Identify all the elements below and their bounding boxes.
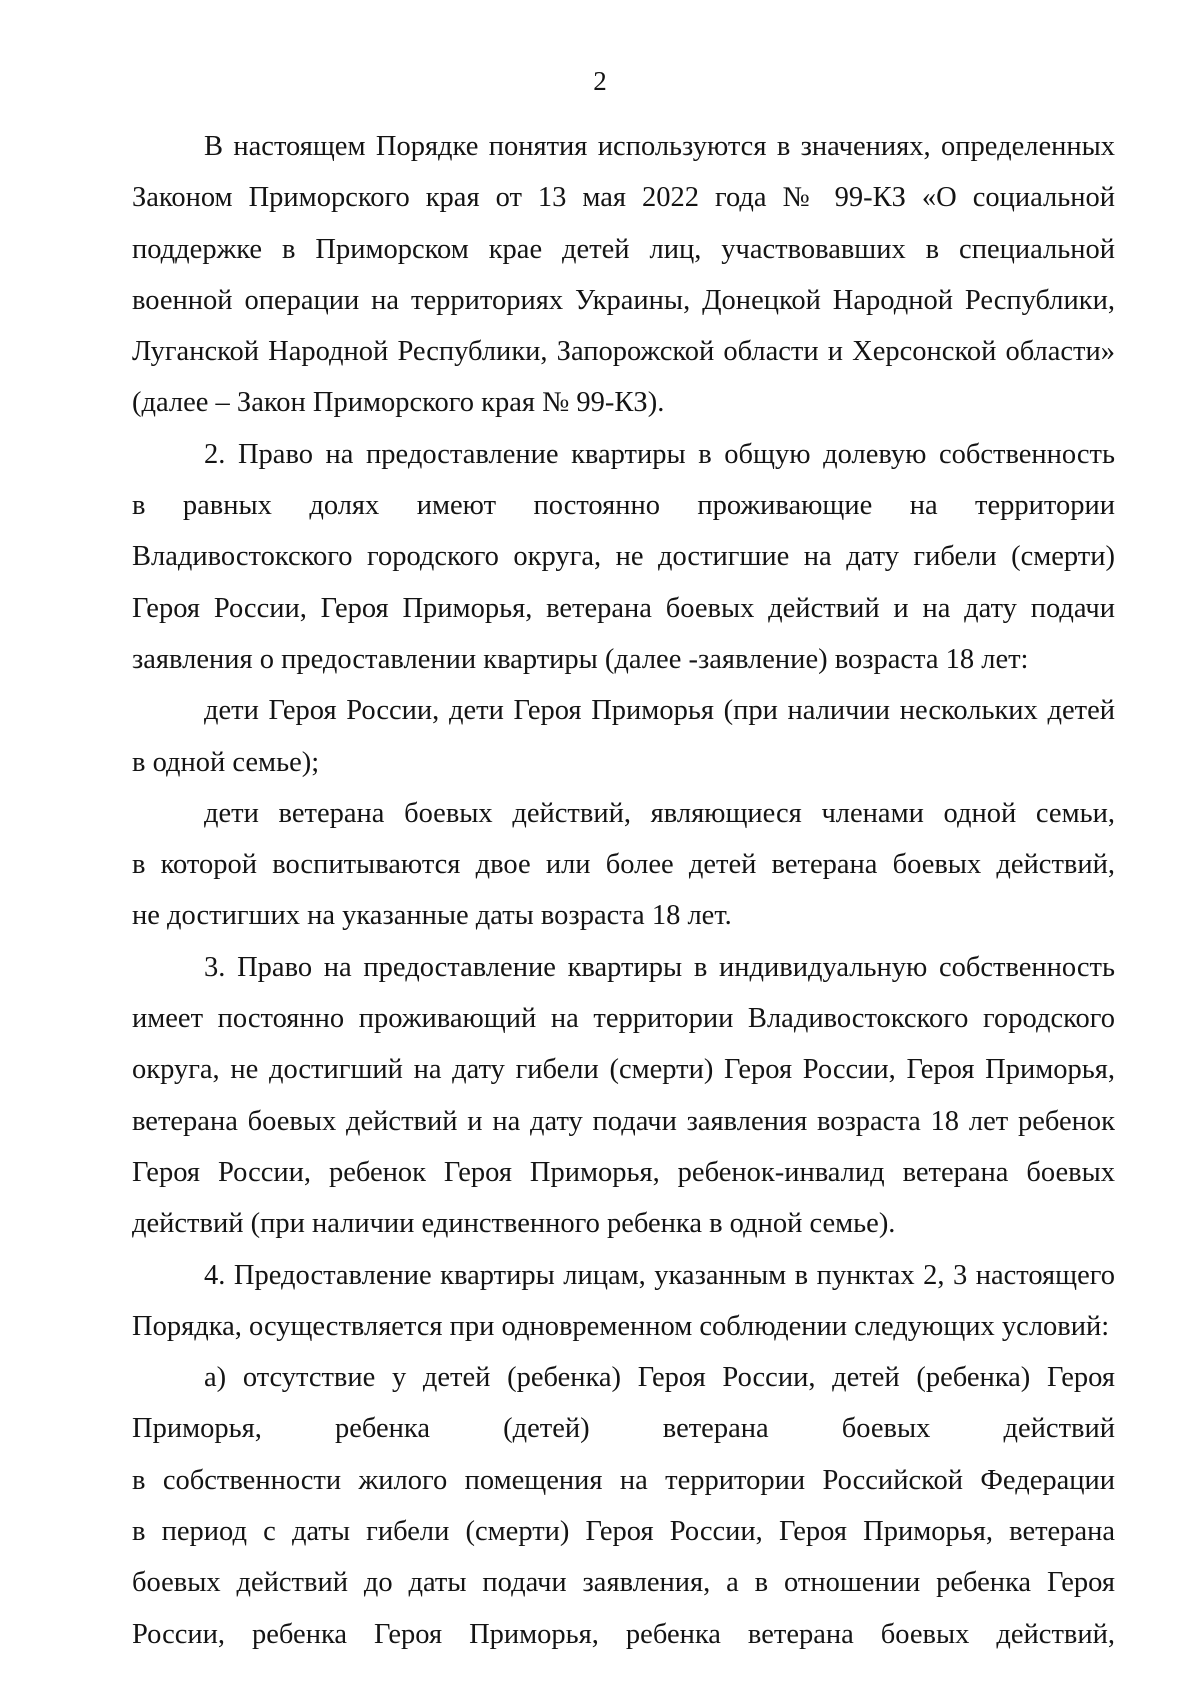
text-line: В настоящем Порядке понятия используются в значениях, определенных: [204, 131, 1115, 162]
text-line: в период с даты гибели (смерти) Героя России, Героя Приморья, ветерана: [132, 1516, 1115, 1548]
text-line: боевых действий до даты подачи заявления, а в отношении ребенка Героя: [132, 1567, 1115, 1599]
text-line: Приморья, ребенка (детей) ветерана боевых действий: [132, 1413, 1115, 1445]
text-line: Героя России, ребенок Героя Приморья, ребенок-инвалид ветерана боевых: [132, 1156, 1115, 1188]
text-line: в равных долях имеют постоянно проживающие на территории: [132, 490, 1115, 522]
text-line: Порядка, осуществляется при одновременном соблюдении следующих условий:: [132, 1310, 1110, 1342]
text-line: имеет постоянно проживающий на территории Владивостокского городского: [132, 1003, 1115, 1035]
document-body: [132, 121, 1115, 1660]
text-line: Владивостокского городского округа, не достигшие на дату гибели (смерти): [132, 541, 1115, 573]
page-number: 2: [593, 66, 607, 96]
text-line: округа, не достигший на дату гибели (смерти) Героя России, Героя Приморья,: [132, 1054, 1115, 1086]
text-line: а) отсутствие у детей (ребенка) Героя России, детей (ребенка) Героя: [204, 1362, 1115, 1394]
text-line: заявления о предоставлении квартиры (далее -заявление) возраста 18 лет:: [132, 643, 1029, 675]
text-line: дети ветерана боевых действий, являющиеся членами одной семьи,: [204, 797, 1115, 829]
text-line: поддержке в Приморском крае детей лиц, участвовавших в специальной: [132, 233, 1115, 265]
text-line: (далее – Закон Приморского края № 99-КЗ).: [132, 387, 665, 419]
text-line: не достигших на указанные даты возраста 18 лет.: [132, 900, 732, 932]
text-line: 4. Предоставление квартиры лицам, указанным в пунктах 2, 3 настоящего: [204, 1259, 1115, 1291]
text-line: ветерана боевых действий и на дату подачи заявления возраста 18 лет ребенок: [132, 1105, 1115, 1137]
text-line: 3. Право на предоставление квартиры в индивидуальную собственность: [204, 951, 1115, 983]
text-line: Луганской Народной Республики, Запорожской области и Херсонской области»: [132, 336, 1115, 368]
text-line: 2. Право на предоставление квартиры в общую долевую собственность: [204, 438, 1115, 470]
text-line: Героя России, Героя Приморья, ветерана боевых действий и на дату подачи: [132, 592, 1115, 624]
text-line: Законом Приморского края от 13 мая 2022 года № 99-КЗ «О социальной: [132, 182, 1115, 214]
text-line: в собственности жилого помещения на территории Российской Федерации: [132, 1464, 1115, 1496]
text-line: в одной семье);: [132, 746, 320, 778]
text-line: России, ребенка Героя Приморья, ребенка ветерана боевых действий,: [132, 1618, 1115, 1650]
text-line: военной операции на территориях Украины, Донецкой Народной Республики,: [132, 284, 1115, 316]
text-line: действий (при наличии единственного ребенка в одной семье).: [132, 1208, 896, 1240]
text-line: дети Героя России, дети Героя Приморья (при наличии нескольких детей: [204, 695, 1115, 727]
text-line: в которой воспитываются двое или более детей ветерана боевых действий,: [132, 849, 1115, 881]
